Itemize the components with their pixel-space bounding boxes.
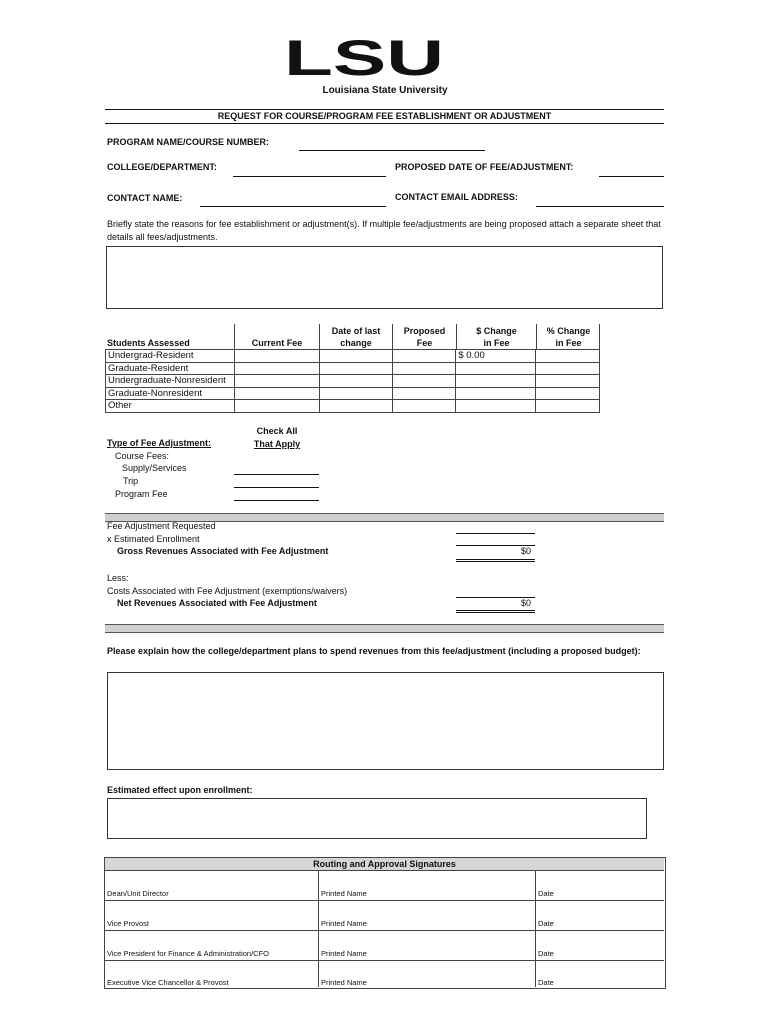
student-category: Undergrad-Resident — [106, 350, 235, 363]
current-fee-cell[interactable] — [234, 387, 319, 400]
gross-revenues-label: Gross Revenues Associated with Fee Adjustment — [117, 546, 329, 556]
form-title: REQUEST FOR COURSE/PROGRAM FEE ESTABLISHMENT OR ADJUSTMENT — [217, 111, 552, 121]
reasons-instruction: Briefly state the reasons for fee establishment or adjustment(s). If multiple fee/adjustments are being proposed attach a separate sheet that details all fees/adjustments. — [107, 219, 661, 242]
date-last-change-cell[interactable] — [319, 400, 392, 413]
printed-name-field[interactable]: Printed Name — [321, 949, 367, 958]
percent-change-header — [537, 325, 600, 349]
enrollment-effect-textbox[interactable] — [107, 798, 647, 839]
course-fees-label: Course Fees: — [115, 451, 170, 461]
signature-role: Executive Vice Chancellor & Provost — [107, 978, 229, 987]
proposed-fee-header-line2: Fee — [416, 338, 433, 348]
date-field[interactable]: Date — [538, 978, 554, 987]
check-all-header-line2: That Apply — [253, 439, 301, 449]
college-department-label: COLLEGE/DEPARTMENT: — [107, 162, 217, 172]
date-last-change-cell[interactable] — [319, 362, 392, 375]
gross-revenues-double-line — [456, 559, 535, 562]
program-fee-check-field[interactable] — [234, 500, 319, 501]
fee-adjustment-requested-field[interactable] — [456, 533, 535, 534]
signatures-title: Routing and Approval Signatures — [313, 859, 456, 869]
dollar-change-cell — [456, 375, 536, 388]
proposed-fee-cell[interactable] — [392, 362, 456, 375]
program-name-label: PROGRAM NAME/COURSE NUMBER: — [107, 137, 269, 147]
percent-change-header-line2: in Fee — [555, 338, 582, 348]
contact-name-label: CONTACT NAME: — [107, 193, 183, 203]
fee-adjustment-requested-label: Fee Adjustment Requested — [107, 521, 216, 531]
signature-role: Vice Provost — [107, 919, 149, 928]
date-last-change-header-line2: change — [340, 338, 372, 348]
proposed-date-label: PROPOSED DATE OF FEE/ADJUSTMENT: — [395, 162, 574, 172]
net-revenues-value: $0 — [520, 598, 531, 608]
supply-services-label: Supply/Services — [122, 463, 187, 473]
signature-row — [105, 870, 664, 901]
dollar-change-header — [457, 325, 536, 349]
spend-revenues-textbox[interactable] — [107, 672, 664, 770]
dollar-change-header-line1: $ Change — [476, 326, 517, 336]
student-category: Undergraduate-Nonresident — [106, 375, 235, 388]
students-assessed-header: Students Assessed — [107, 338, 190, 348]
signature-role: Dean/Unit Director — [107, 889, 169, 898]
svg-text:LSU: LSU — [284, 37, 444, 77]
percent-change-cell — [536, 375, 600, 388]
printed-name-field[interactable]: Printed Name — [321, 889, 367, 898]
trip-check-field[interactable] — [234, 487, 319, 488]
section-divider — [105, 624, 664, 633]
trip-label: Trip — [123, 476, 139, 486]
dollar-change-header-line2: in Fee — [483, 338, 510, 348]
current-fee-cell[interactable] — [234, 362, 319, 375]
student-category: Graduate-Nonresident — [106, 387, 235, 400]
printed-name-field[interactable]: Printed Name — [321, 919, 367, 928]
proposed-date-field[interactable] — [599, 176, 664, 177]
enrollment-effect-label: Estimated effect upon enrollment: — [107, 785, 253, 795]
table-row — [106, 400, 600, 413]
supply-services-check-field[interactable] — [234, 474, 319, 475]
less-label: Less: — [107, 573, 129, 583]
date-field[interactable]: Date — [538, 919, 554, 928]
fee-table — [105, 349, 600, 413]
form-title-bar — [105, 109, 664, 124]
reasons-textbox[interactable] — [106, 246, 663, 309]
signature-row — [105, 930, 664, 961]
contact-email-label: CONTACT EMAIL ADDRESS: — [395, 192, 518, 202]
lsu-logo — [283, 37, 445, 77]
dollar-change-cell — [456, 387, 536, 400]
table-row — [106, 362, 600, 375]
proposed-fee-cell[interactable] — [392, 350, 456, 363]
proposed-fee-cell[interactable] — [392, 387, 456, 400]
dollar-change-cell: $ 0.00 — [456, 350, 536, 363]
signature-row — [105, 900, 664, 931]
signature-role: Vice President for Finance & Administration/CFO — [107, 949, 270, 958]
percent-change-header-line1: % Change — [546, 326, 591, 336]
date-field[interactable]: Date — [538, 949, 554, 958]
fee-type-heading: Type of Fee Adjustment: — [107, 438, 212, 448]
percent-change-cell — [536, 387, 600, 400]
date-last-change-cell[interactable] — [319, 387, 392, 400]
proposed-fee-cell[interactable] — [392, 400, 456, 413]
current-fee-cell[interactable] — [234, 375, 319, 388]
current-fee-header: Current Fee — [251, 338, 303, 348]
date-last-change-cell[interactable] — [319, 350, 392, 363]
percent-change-cell — [536, 350, 600, 363]
printed-name-field[interactable]: Printed Name — [321, 978, 367, 987]
date-last-change-header — [320, 325, 392, 349]
current-fee-cell[interactable] — [234, 400, 319, 413]
date-last-change-header-line1: Date of last — [331, 326, 381, 336]
check-all-header — [240, 425, 314, 451]
contact-name-field[interactable] — [200, 206, 386, 207]
current-fee-cell[interactable] — [234, 350, 319, 363]
signature-row — [105, 960, 664, 987]
proposed-fee-header-line1: Proposed — [403, 326, 446, 336]
program-name-field[interactable] — [299, 150, 485, 151]
percent-change-cell — [536, 362, 600, 375]
date-field[interactable]: Date — [538, 889, 554, 898]
table-row — [106, 350, 600, 363]
date-last-change-cell[interactable] — [319, 375, 392, 388]
estimated-enrollment-label: x Estimated Enrollment — [107, 534, 200, 544]
contact-email-field[interactable] — [536, 206, 664, 207]
table-row — [106, 387, 600, 400]
costs-label: Costs Associated with Fee Adjustment (exemptions/waivers) — [107, 586, 348, 596]
student-category: Graduate-Resident — [106, 362, 235, 375]
gross-revenues-value: $0 — [520, 546, 531, 556]
dollar-change-cell — [456, 362, 536, 375]
net-revenues-label: Net Revenues Associated with Fee Adjustment — [117, 598, 317, 608]
program-fee-label: Program Fee — [115, 489, 168, 499]
proposed-fee-cell[interactable] — [392, 375, 456, 388]
university-name: Louisiana State University — [322, 85, 448, 96]
proposed-fee-header — [393, 325, 456, 349]
table-row — [106, 375, 600, 388]
check-all-header-line1: Check All — [256, 426, 298, 436]
spend-revenues-question: Please explain how the college/department plans to spend revenues from this fee/adjustment (including a proposed budget): — [107, 646, 641, 656]
college-department-field[interactable] — [233, 176, 386, 177]
student-category: Other — [106, 400, 235, 413]
percent-change-cell — [536, 400, 600, 413]
dollar-change-cell — [456, 400, 536, 413]
net-revenues-double-line — [456, 610, 535, 613]
